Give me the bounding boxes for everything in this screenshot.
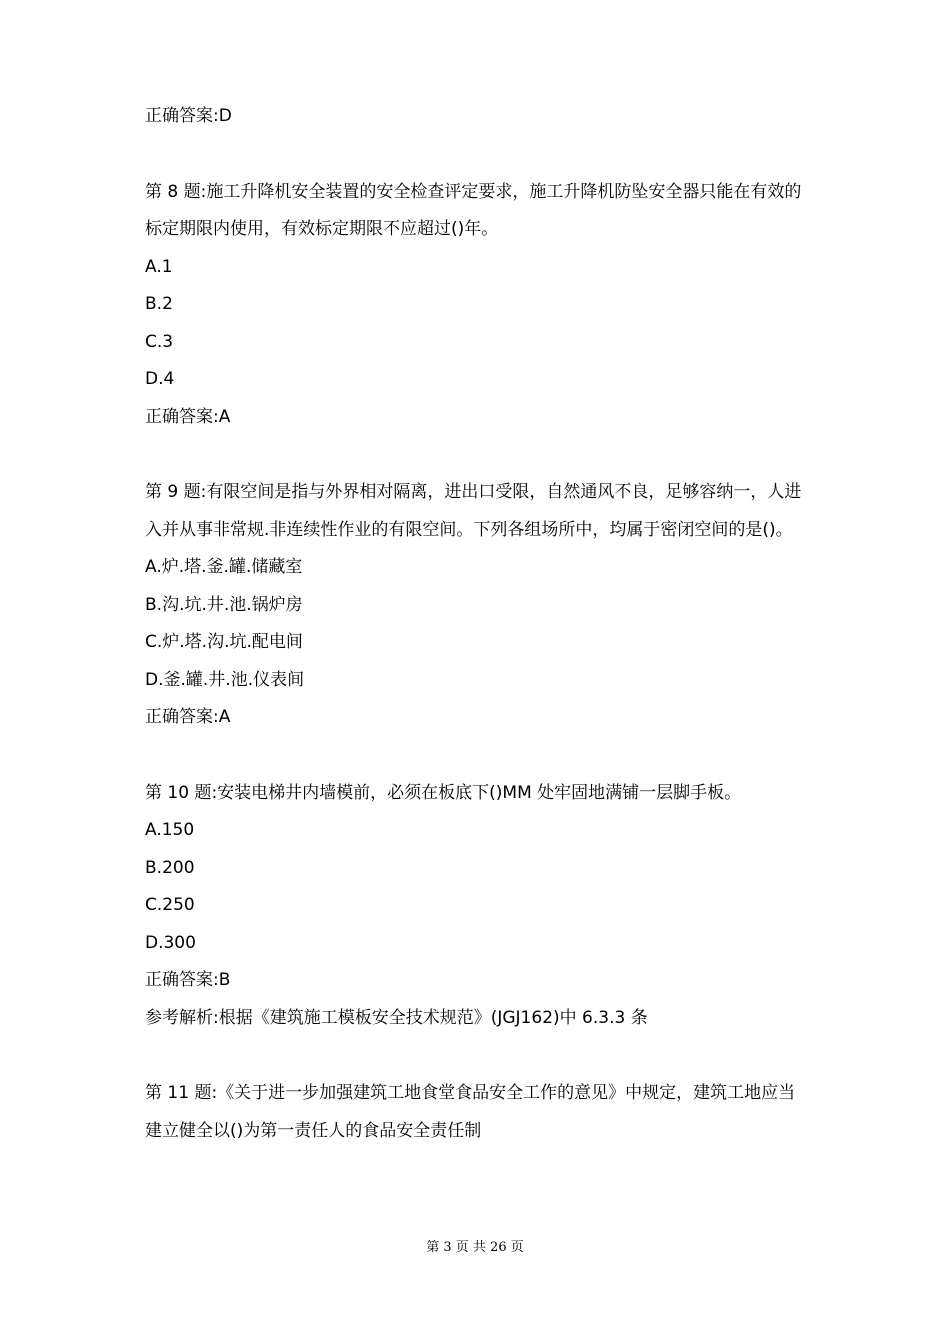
option-q10-a: A.150	[145, 820, 195, 840]
answer-q9: 正确答案:A	[145, 707, 231, 727]
option-q9-a: A.炉.塔.釜.罐.储藏室	[145, 557, 303, 577]
page-content	[145, 98, 810, 1150]
answer-q10: 正确答案:B	[145, 970, 231, 990]
option-q10-c: C.250	[145, 895, 195, 915]
question-9: 第 9 题:有限空间是指与外界相对隔离，进出口受限，自然通风不良，足够容纳一，人进入并从事非常规.非连续性作业的有限空间。下列各组场所中，均属于密闭空间的是()。	[145, 482, 802, 540]
page-footer: 第 3 页 共 26 页	[426, 1240, 524, 1255]
option-q9-b: B.沟.坑.井.池.锅炉房	[145, 594, 303, 615]
option-q10-d: D.300	[145, 932, 196, 953]
question-8: 第 8 题:施工升降机安全装置的安全检查评定要求，施工升降机防坠安全器只能在有效的标定期限内使用，有效标定期限不应超过()年。	[145, 181, 802, 239]
option-q8-b: B.2	[145, 294, 173, 314]
option-q8-a: A.1	[145, 256, 173, 277]
option-q10-b: B.200	[145, 857, 195, 878]
question-10: 第 10 题:安装电梯井内墙模前，必须在板底下()MM 处牢固地满铺一层脚手板。	[145, 782, 742, 803]
answer-q8: 正确答案:A	[145, 406, 231, 427]
option-q8-c: C.3	[145, 331, 174, 352]
answer-q7: 正确答案:D	[145, 106, 232, 126]
question-11: 第 11 题:《关于进一步加强建筑工地食堂食品安全工作的意见》中规定，建筑工地应当建立健全以()为第一责任人的食品安全责任制	[145, 1083, 796, 1141]
option-q9-d: D.釜.罐.井.池.仪表间	[145, 669, 305, 690]
option-q9-c: C.炉.塔.沟.坑.配电间	[145, 632, 303, 652]
option-q8-d: D.4	[145, 369, 175, 389]
analysis-q10: 参考解析:根据《建筑施工模板安全技术规范》(JGJ162)中 6.3.3 条	[145, 1007, 648, 1028]
